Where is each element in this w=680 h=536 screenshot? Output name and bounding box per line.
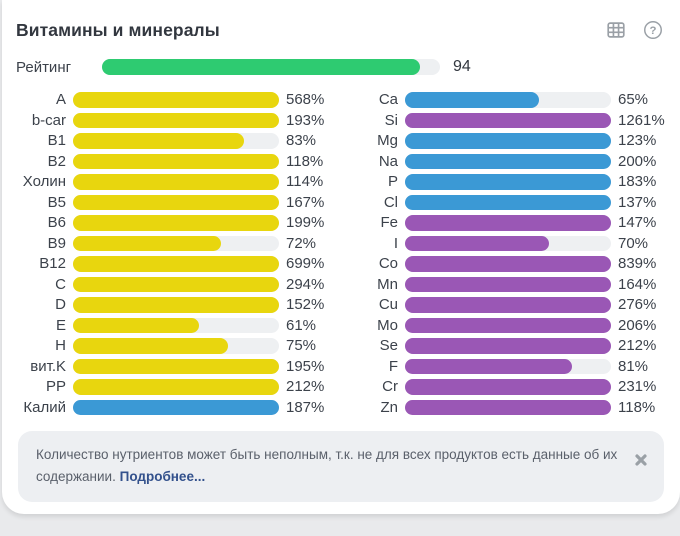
nutrient-bar-track [405,277,611,293]
nutrient-label: Ca [378,91,398,109]
nutrient-bar-fill [73,400,279,416]
nutrient-bar-fill [405,195,611,211]
nutrient-value: 167% [286,193,325,211]
nutrient-label: P [387,173,398,191]
nutrient-value: 147% [618,214,657,232]
nutrient-bar-fill [73,215,279,231]
header-actions [605,19,666,41]
nutrient-label: Fe [380,214,398,232]
nutrient-bar-fill [405,92,539,108]
nutrient-bar-fill [73,359,279,375]
nutrient-bar-fill [405,215,611,231]
nutrient-bar-track [73,256,279,272]
nutrient-row [16,379,334,395]
nutrient-value: 75% [286,337,317,355]
nutrient-bar-fill [405,133,611,149]
nutrient-bar-fill [73,318,199,334]
nutrient-label: C [55,275,66,293]
nutrient-row [348,236,666,252]
nutrient-row [16,359,334,375]
nutrient-bar-fill [73,174,279,190]
disclaimer-text: Количество нутриентов может быть неполным, т.к. не для всех продуктов есть данные об их содержании. [36,447,618,485]
disclaimer-note [18,431,664,502]
nutrient-row [16,277,334,293]
nutrient-bar-track [73,133,279,149]
nutrient-bar-track [405,154,611,170]
nutrient-bar-track [73,195,279,211]
nutrient-bar-fill [405,154,611,170]
nutrient-value: 81% [618,357,649,375]
nutrient-value: 72% [286,234,317,252]
nutrient-label: H [55,337,66,355]
rating-bar-track [102,59,440,75]
nutrient-bar-track [73,318,279,334]
nutrient-row [348,113,666,129]
nutrient-label: B2 [47,152,66,170]
nutrient-bar-track [73,113,279,129]
rating-label: Рейтинг [16,58,72,76]
more-details-link[interactable]: Подробнее... [119,469,206,485]
nutrient-value: 152% [286,296,325,314]
nutrient-value: 83% [286,132,317,150]
nutrient-value: 294% [286,275,325,293]
nutrient-row [348,379,666,395]
nutrient-bar-track [73,154,279,170]
nutrient-label: Калий [23,398,66,416]
nutrient-value: 839% [618,255,657,273]
page-title: Витамины и минералы [16,19,220,40]
nutrient-row [348,297,666,313]
nutrient-bar-fill [405,297,611,313]
nutrient-bar-fill [405,174,611,190]
nutrient-bar-fill [73,256,279,272]
nutrient-label: Mo [377,316,398,334]
nutrient-value: 195% [286,357,325,375]
nutrient-bar-track [405,215,611,231]
nutrient-label: Zn [380,398,398,416]
vitamins-column [16,92,334,415]
nutrients-chart [16,92,666,415]
nutrient-row [16,174,334,190]
nutrient-row [16,195,334,211]
nutrient-value: 187% [286,398,325,416]
nutrient-label: Se [379,337,398,355]
nutrient-value: 699% [286,255,325,273]
nutrient-bar-track [73,277,279,293]
nutrient-bar-fill [73,154,279,170]
nutrient-label: Cr [382,378,398,396]
nutrient-value: 137% [618,193,657,211]
nutrient-row [16,338,334,354]
rating-fill [102,59,420,75]
nutrient-bar-fill [73,379,279,395]
nutrient-row [348,174,666,190]
nutrient-row [348,338,666,354]
nutrient-row [348,133,666,149]
nutrient-row [348,400,666,416]
nutrient-row [16,133,334,149]
nutrient-label: F [388,357,398,375]
nutrient-bar-fill [73,297,279,313]
nutrient-bar-track [73,92,279,108]
nutrient-row [348,359,666,375]
nutrient-bar-fill [405,113,611,129]
nutrient-label: I [393,234,398,252]
nutrient-value: 118% [618,398,656,416]
nutrient-bar-track [73,400,279,416]
nutrient-value: 70% [618,234,649,252]
nutrient-bar-fill [405,256,611,272]
nutrient-bar-track [73,379,279,395]
nutrient-bar-fill [405,379,611,395]
nutrient-bar-track [405,236,611,252]
nutrient-label: E [55,316,66,334]
nutrient-value: 193% [286,111,325,129]
nutrient-row [348,318,666,334]
nutrient-label: Cu [378,296,398,314]
nutrient-bar-fill [405,359,572,375]
question-mark-icon[interactable] [642,19,664,41]
rating-row [16,58,666,76]
nutrient-value: 61% [286,316,317,334]
nutrient-bar-track [73,359,279,375]
nutrient-value: 212% [286,378,325,396]
nutrient-value: 123% [618,132,657,150]
nutrient-value: 206% [618,316,657,334]
nutrient-label: Mn [377,275,398,293]
nutrient-value: 114% [286,173,324,191]
nutrient-label: B9 [47,234,66,252]
nutrient-bar-track [405,400,611,416]
nutrient-bar-fill [73,338,228,354]
nutrient-value: 183% [618,173,657,191]
nutrient-row [348,215,666,231]
nutrient-row [16,215,334,231]
nutrient-bar-track [405,256,611,272]
nutrient-bar-track [73,174,279,190]
nutrient-label: B1 [47,132,66,150]
nutrient-bar-fill [73,133,244,149]
nutrient-label: Cl [383,193,398,211]
nutrient-value: 276% [618,296,657,314]
panel-header [16,16,666,44]
nutrient-label: A [55,91,66,109]
nutrient-label: b-car [31,111,66,129]
nutrient-bar-fill [73,92,279,108]
nutrient-value: 118% [286,152,324,170]
nutrient-bar-track [405,338,611,354]
nutrient-bar-track [405,297,611,313]
nutrient-row [16,113,334,129]
close-icon[interactable] [633,452,649,468]
minerals-column [348,92,666,415]
nutrient-bar-fill [73,236,221,252]
nutrient-bar-track [405,318,611,334]
nutrient-value: 1261% [618,111,665,129]
nutrient-bar-track [405,113,611,129]
svg-text:?: ? [649,24,657,37]
nutrient-value: 212% [618,337,657,355]
nutrient-label: PP [45,378,66,396]
nutrient-label: B12 [39,255,66,273]
nutrient-label: вит.K [30,357,66,375]
rating-value: 94 [453,58,471,75]
nutrient-row [16,236,334,252]
nutrient-bar-fill [405,318,611,334]
table-grid-icon[interactable] [605,19,627,41]
nutrient-bar-track [405,195,611,211]
nutrient-value: 231% [618,378,657,396]
nutrient-bar-track [73,297,279,313]
nutrient-row [348,277,666,293]
nutrient-value: 199% [286,214,325,232]
nutrient-row [16,92,334,108]
nutrient-label: B6 [47,214,66,232]
nutrient-bar-track [73,338,279,354]
nutrient-bar-fill [405,277,611,293]
nutrient-row [16,256,334,272]
nutrient-bar-fill [73,195,279,211]
nutrient-bar-track [73,236,279,252]
nutrient-row [16,297,334,313]
nutrient-value: 200% [618,152,657,170]
nutrient-label: Co [378,255,398,273]
nutrient-bar-track [405,133,611,149]
nutrient-row [16,318,334,334]
nutrient-label: Na [378,152,398,170]
nutrient-row [348,154,666,170]
nutrient-bar-track [405,359,611,375]
nutrient-bar-fill [405,338,611,354]
nutrient-row [348,256,666,272]
nutrient-label: Si [384,111,398,129]
nutrient-bar-fill [73,113,279,129]
vitamins-minerals-panel [2,0,680,514]
nutrient-row [348,92,666,108]
nutrient-bar-fill [405,400,611,416]
nutrient-label: Холин [22,173,66,191]
nutrient-bar-track [405,92,611,108]
nutrient-row [348,195,666,211]
nutrient-label: D [55,296,66,314]
nutrient-label: B5 [47,193,66,211]
nutrient-bar-fill [405,236,549,252]
nutrient-bar-track [405,379,611,395]
nutrient-bar-track [405,174,611,190]
nutrient-value: 164% [618,275,657,293]
nutrient-label: Mg [377,132,398,150]
nutrient-value: 568% [286,91,325,109]
nutrient-value: 65% [618,91,649,109]
nutrient-bar-fill [73,277,279,293]
nutrient-bar-track [73,215,279,231]
nutrient-row [16,154,334,170]
nutrient-row [16,400,334,416]
